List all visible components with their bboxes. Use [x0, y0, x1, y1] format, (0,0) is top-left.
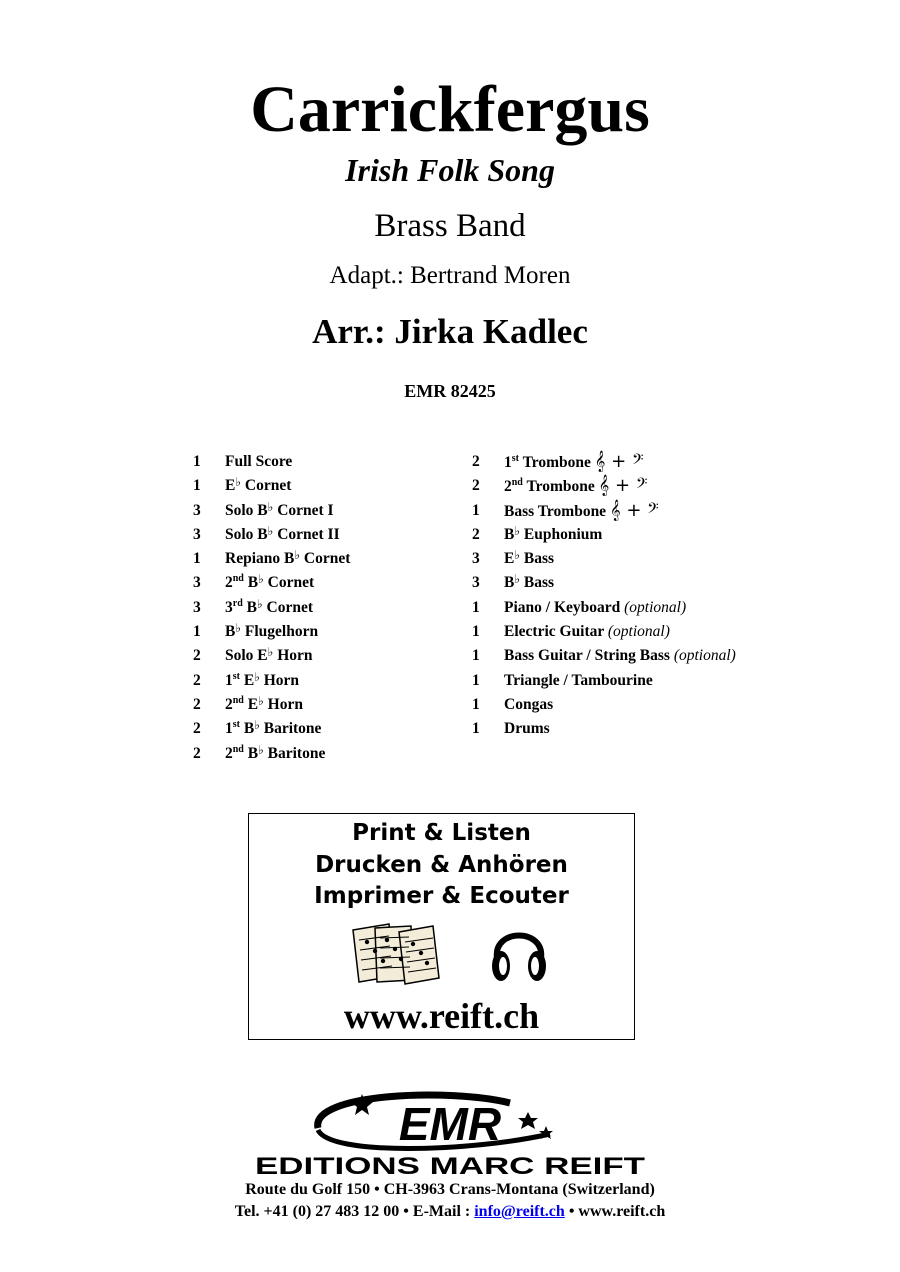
- emr-logo: [250, 1088, 650, 1178]
- part-item: [472, 499, 802, 523]
- part-item: [472, 693, 802, 717]
- part-item: [193, 596, 453, 620]
- optional-note: (optional): [624, 598, 687, 616]
- part-item: [193, 669, 453, 693]
- sheet-music-icon: [349, 920, 441, 988]
- page-title: Carrickfergus: [250, 73, 650, 146]
- clef-icons: 𝄞 + 𝄢: [598, 475, 648, 497]
- part-item: [472, 644, 802, 668]
- part-name: Electric Guitar (optional): [504, 623, 670, 641]
- part-item: [472, 450, 802, 474]
- part-quantity: 1: [472, 695, 480, 713]
- flat-sign: ♭: [254, 669, 260, 684]
- parts-list-left: [193, 450, 453, 766]
- part-quantity: 2: [193, 720, 201, 738]
- adaptation-credit: Adapt.: Bertrand Moren: [329, 262, 571, 289]
- part-item: [472, 596, 802, 620]
- part-item: [193, 523, 453, 547]
- part-quantity: 3: [193, 574, 201, 592]
- contact-website: • www.reift.ch: [564, 1203, 666, 1220]
- part-name: 1st B♭ Baritone: [225, 718, 322, 738]
- clef-icons: 𝄞 + 𝄢: [594, 451, 644, 472]
- part-name: 2nd B♭ Baritone: [225, 742, 326, 762]
- part-name: 2nd Trombone 𝄞 + 𝄢: [504, 475, 648, 497]
- part-item: [193, 547, 453, 571]
- parts-list-right: [472, 450, 802, 742]
- email-link[interactable]: info@reift.ch: [474, 1203, 565, 1220]
- part-quantity: 2: [472, 477, 480, 495]
- promo-url[interactable]: www.reift.ch: [343, 995, 540, 1036]
- part-item: [472, 717, 802, 741]
- flat-sign: ♭: [254, 718, 260, 733]
- flat-sign: ♭: [267, 499, 274, 514]
- part-quantity: 3: [193, 501, 201, 519]
- part-name: Repiano B♭ Cornet: [225, 548, 351, 568]
- promo-line-german: Drucken & Anhören: [315, 851, 568, 878]
- flat-sign: ♭: [258, 742, 264, 757]
- part-quantity: 1: [193, 550, 201, 568]
- publisher-address: Route du Golf 150 • CH-3963 Crans-Montana (Switzerland): [245, 1181, 655, 1198]
- part-name: Congas: [504, 695, 554, 713]
- part-item: [193, 717, 453, 741]
- optional-note: (optional): [673, 647, 736, 665]
- part-name: Solo E♭ Horn: [225, 645, 313, 665]
- flat-sign: ♭: [514, 572, 521, 587]
- part-name: Bass Trombone 𝄞 + 𝄢: [504, 499, 659, 521]
- part-quantity: 1: [472, 598, 480, 616]
- part-item: [193, 474, 453, 498]
- part-name: B♭ Euphonium: [504, 523, 603, 543]
- part-item: [193, 644, 453, 668]
- publisher-contact: [0, 1200, 900, 1224]
- part-name: Solo B♭ Cornet I: [225, 499, 334, 519]
- part-name: 2nd B♭ Cornet: [225, 572, 315, 592]
- part-quantity: 1: [472, 501, 480, 519]
- part-name: 3rd B♭ Cornet: [225, 596, 314, 616]
- part-quantity: 1: [472, 671, 480, 689]
- part-name: B♭ Bass: [504, 572, 555, 592]
- part-quantity: 1: [472, 720, 480, 738]
- flat-sign: ♭: [294, 548, 301, 563]
- part-quantity: 3: [472, 574, 480, 592]
- part-item: [472, 571, 802, 595]
- part-name: Full Score: [225, 453, 293, 470]
- part-name: B♭ Flugelhorn: [225, 621, 319, 641]
- part-quantity: 2: [193, 744, 201, 762]
- part-item: [193, 571, 453, 595]
- flat-sign: ♭: [256, 596, 263, 611]
- flat-sign: ♭: [258, 693, 264, 708]
- flat-sign: ♭: [235, 475, 242, 490]
- part-quantity: 1: [193, 623, 201, 641]
- part-item: [472, 547, 802, 571]
- part-quantity: 2: [472, 453, 480, 470]
- part-item: [193, 742, 453, 766]
- part-name: 2nd E♭ Horn: [225, 693, 303, 713]
- part-quantity: 1: [472, 623, 480, 641]
- part-name: Solo B♭ Cornet II: [225, 523, 340, 543]
- optional-note: (optional): [607, 623, 670, 641]
- part-name: Drums: [504, 720, 550, 738]
- contact-phone: Tel. +41 (0) 27 483 12 00 • E-Mail :: [234, 1203, 475, 1220]
- part-item: [472, 523, 802, 547]
- publisher-name: EDITIONS MARC REIFT: [255, 1153, 646, 1178]
- part-quantity: 3: [193, 598, 201, 616]
- part-name: Piano / Keyboard (optional): [504, 598, 687, 616]
- flat-sign: ♭: [267, 645, 274, 660]
- part-name: E♭ Cornet: [225, 475, 292, 495]
- promo-icons: [249, 918, 634, 988]
- part-item: [472, 669, 802, 693]
- part-quantity: 2: [472, 525, 480, 543]
- part-item: [472, 474, 802, 498]
- part-quantity: 2: [193, 647, 201, 665]
- part-quantity: 3: [472, 550, 480, 568]
- part-quantity: 3: [193, 525, 201, 543]
- subtitle: Irish Folk Song: [345, 152, 555, 188]
- arranger-credit: Arr.: Jirka Kadlec: [312, 312, 588, 351]
- flat-sign: ♭: [235, 621, 242, 636]
- part-name: 1st Trombone 𝄞 + 𝄢: [504, 451, 644, 472]
- flat-sign: ♭: [267, 523, 274, 538]
- promo-line-french: Imprimer & Ecouter: [314, 883, 569, 909]
- emr-logo-text: EMR: [398, 1098, 502, 1150]
- part-item: [472, 620, 802, 644]
- part-quantity: 2: [193, 671, 201, 689]
- part-quantity: 1: [193, 453, 201, 470]
- part-quantity: 1: [193, 477, 201, 495]
- part-quantity: 1: [472, 647, 480, 665]
- headphones-icon: [489, 918, 549, 984]
- part-item: [193, 620, 453, 644]
- part-quantity: 2: [193, 695, 201, 713]
- part-item: [193, 499, 453, 523]
- part-name: Triangle / Tambourine: [504, 671, 653, 689]
- flat-sign: ♭: [514, 548, 521, 563]
- part-item: [193, 450, 453, 474]
- print-listen-box: [248, 813, 635, 1040]
- promo-line-english: Print & Listen: [352, 820, 531, 846]
- catalog-number: EMR 82425: [404, 381, 496, 401]
- flat-sign: ♭: [258, 572, 264, 587]
- clef-icons: 𝄞 + 𝄢: [609, 499, 659, 521]
- flat-sign: ♭: [514, 523, 521, 538]
- part-name: Bass Guitar / String Bass (optional): [504, 647, 736, 665]
- part-item: [193, 693, 453, 717]
- part-name: E♭ Bass: [504, 548, 555, 568]
- part-name: 1st E♭ Horn: [225, 669, 300, 689]
- ensemble-label: Brass Band: [374, 208, 526, 244]
